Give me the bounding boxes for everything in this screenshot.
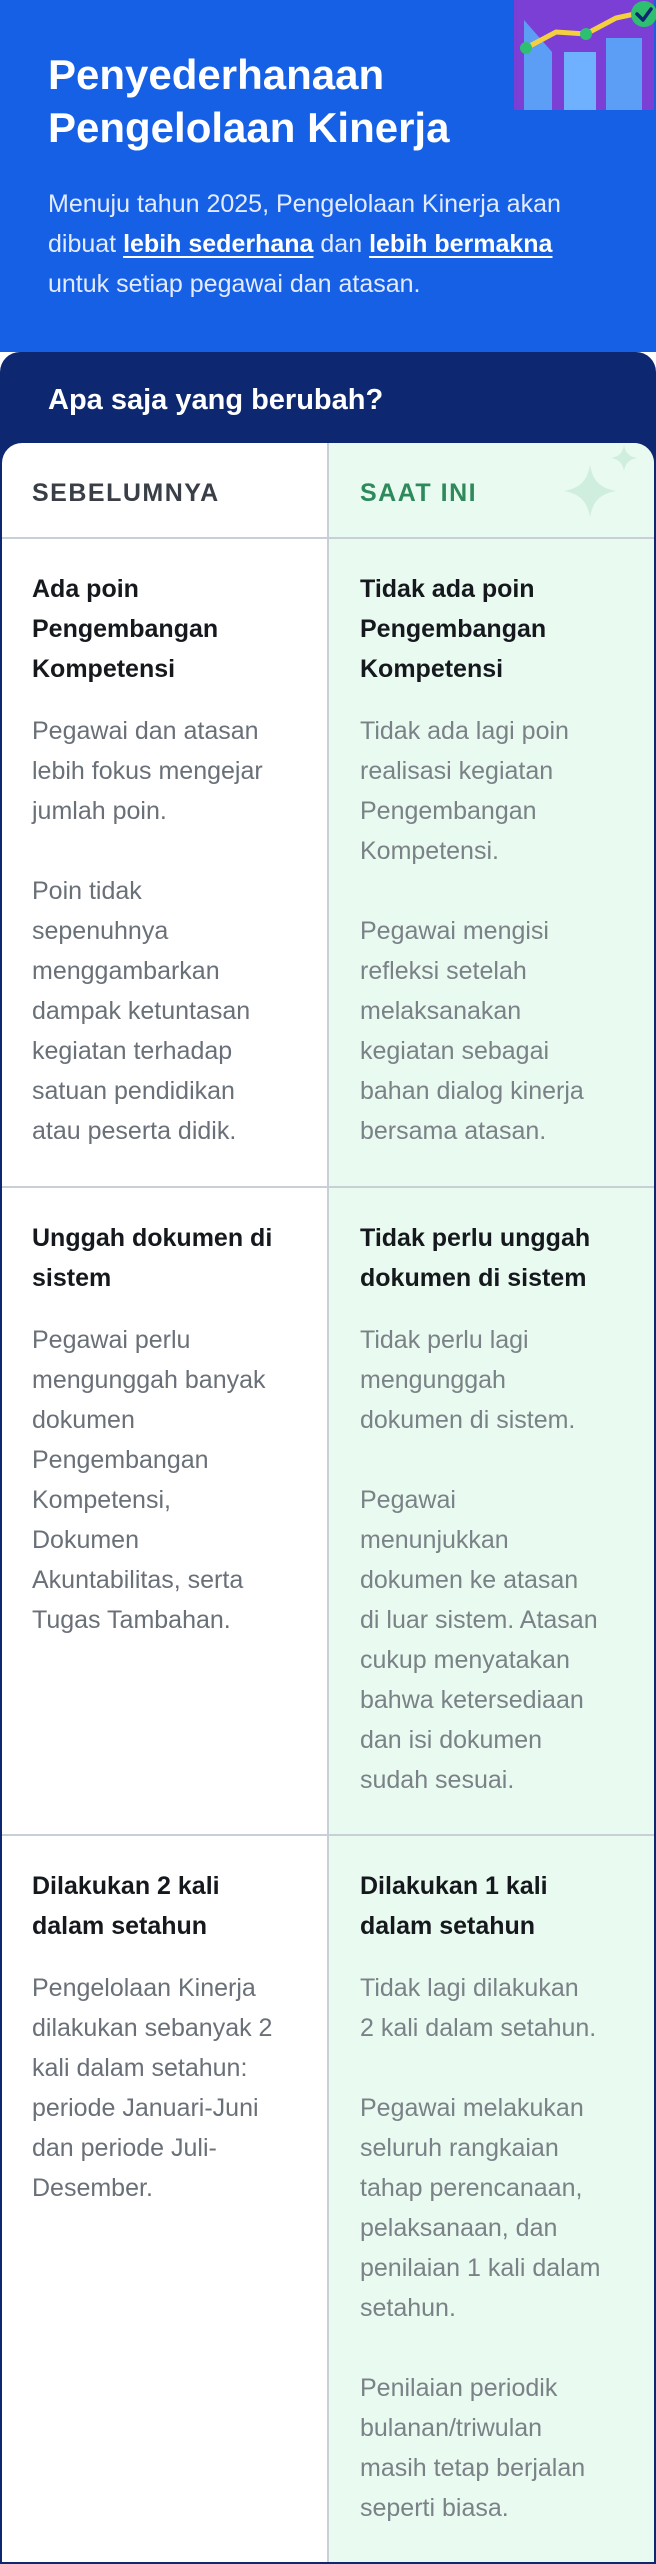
column-divider [327,443,329,2562]
row-2-now-cell [360,1218,630,1800]
row-divider [2,1834,654,1836]
lebih-sederhana-link[interactable]: lebih sederhana [123,230,314,258]
column-header-before: SEBELUMNYA [32,479,220,507]
hero-banner [0,0,656,352]
row-3-now-title: Dilakukan 1 kali dalam setahun [360,1872,548,1940]
column-header-now: SAAT INI [360,479,478,507]
sparkle-icon [562,445,652,535]
row-2-now-title: Tidak perlu unggah dokumen di sistem [360,1224,591,1292]
row-3-before-cell [32,1866,302,2208]
row-3-now-paragraph-1: Tidak lagi dilakukan 2 kali dalam setahun. Pegawai melakukan seluruh rangkaian tahap perencanaan, pelaksanaan, dan penilaian 1 kali dalam setahun. Penilaian periodik bulanan/triwulan masih tetap berjalan seperti biasa. [360,1974,601,2522]
changes-heading: Apa saja yang berubah? [48,384,384,416]
row-3-before-paragraph-1: Pengelolaan Kinerja dilakukan sebanyak 2 kali dalam setahun: periode Januari-Juni dan periode Juli- Desember. [32,1974,273,2202]
row-divider [2,1186,654,1188]
comparison-table [2,443,654,2562]
row-1-before-cell [32,569,302,1151]
row-2-before-cell [32,1218,302,1640]
row-1-now-paragraph-1: Tidak ada lagi poin realisasi kegiatan Pengembangan Kompetensi. Pegawai mengisi refleksi setelah melaksanakan kegiatan sebagai bahan dialog kinerja bersama atasan. [360,717,584,1145]
page-title: Penyederhanaan Pengelolaan Kinerja [48,51,450,151]
row-1-now-cell [360,569,630,1151]
row-1-before-paragraph-1: Pegawai dan atasan lebih fokus mengejar jumlah poin. Poin tidak sepenuhnya menggambarkan dampak ketuntasan kegiatan terhadap satuan pendidikan atau peserta didik. [32,717,263,1145]
row-2-before-paragraph-1: Pegawai perlu mengunggah banyak dokumen Pengembangan Kompetensi, Dokumen Akuntabilitas, serta Tugas Tambahan. [32,1326,266,1634]
lebih-bermakna-link[interactable]: lebih bermakna [369,230,553,258]
row-3-before-title: Dilakukan 2 kali dalam setahun [32,1872,220,1940]
row-divider [2,537,654,539]
hero-description: Menuju tahun 2025, Pengelolaan Kinerja akan dibuat lebih sederhana dan lebih bermakna untuk setiap pegawai dan atasan. [48,190,561,298]
row-2-now-paragraph-1: Tidak perlu lagi mengunggah dokumen di sistem. Pegawai menunjukkan dokumen ke atasan di luar sistem. Atasan cukup menyatakan bahwa ketersediaan dan isi dokumen sudah sesuai. [360,1326,598,1794]
row-1-before-title: Ada poin Pengembangan Kompetensi [32,575,219,683]
changes-card [0,352,656,2564]
row-3-now-cell [360,1866,630,2528]
row-1-now-title: Tidak ada poin Pengembangan Kompetensi [360,575,547,683]
row-2-before-title: Unggah dokumen di sistem [32,1224,273,1292]
